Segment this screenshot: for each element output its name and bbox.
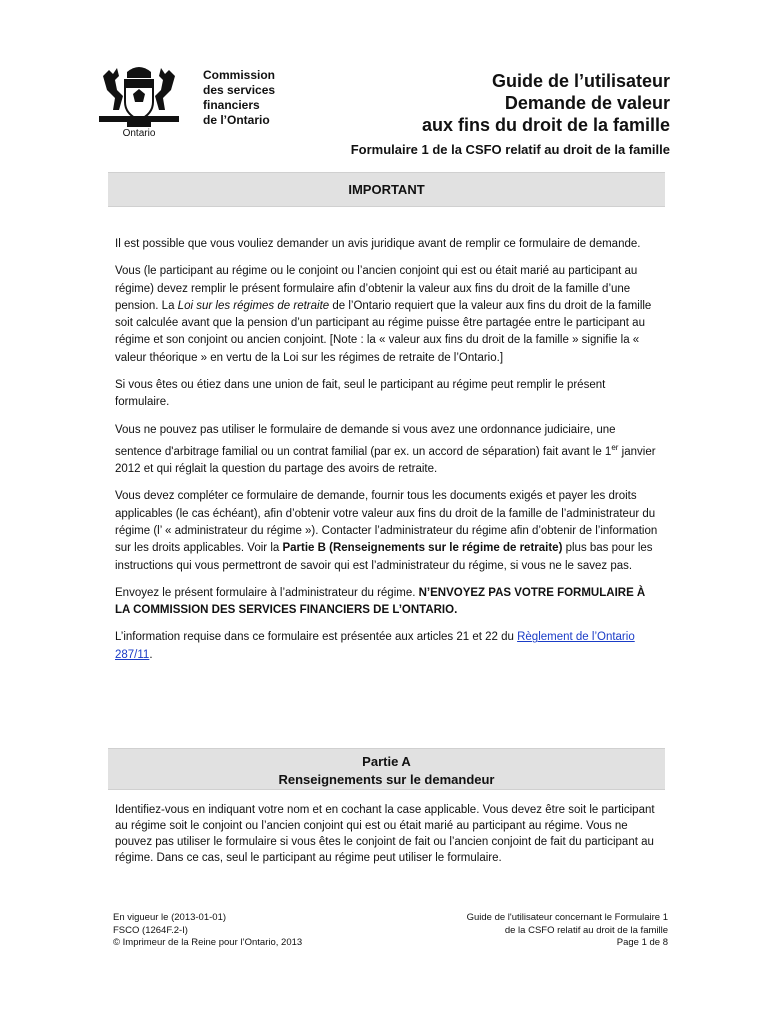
commission-line: des services: [203, 83, 276, 97]
paragraph: [115, 629, 660, 664]
footer-left: [113, 912, 302, 950]
paragraph-text: .: [149, 648, 153, 661]
commission-line: Commission: [203, 68, 276, 82]
paragraph-text: Il est possible que vous vouliez demander un avis juridique avant de remplir ce formulaire de demande.: [115, 238, 641, 250]
paragraph-text: Vous (le participant au régime ou le conjoint ou l’ancien conjoint qui est ou était marié au participant au régime) devez remplir le présent formulaire afin d’obtenir la valeur aux fins du droit de la famille d’une pension. La: [115, 265, 638, 312]
paragraph: [115, 377, 660, 412]
regulation-link[interactable]: Règlement de l’Ontario 287/11: [115, 631, 635, 661]
paragraph: [115, 488, 660, 574]
footer-line: FSCO (1264F.2-I): [113, 924, 188, 936]
footer-line: Guide de l'utilisateur concernant le Formulaire 1: [466, 912, 668, 923]
important-heading: IMPORTANT: [348, 182, 425, 197]
paragraph-text: L’information requise dans ce formulaire est présentée aux articles 21 et 22 du: [115, 631, 518, 644]
title-line: Demande de valeur: [504, 93, 670, 113]
paragraph-text: janvier 2012 et qui réglait la question du partage des avoirs de retraite.: [115, 445, 656, 476]
paragraph: [115, 422, 660, 479]
page-number: Page 1 de 8: [616, 937, 668, 948]
paragraph: [115, 585, 660, 620]
part-a-heading-bar: [108, 748, 665, 790]
important-heading-bar: [108, 172, 665, 207]
paragraph-text: de l’Ontario requiert que la valeur aux fins du droit de la famille soit calculée avant que la pension d’un participant au régime puisse être partagée entre le participant au régime et son conjoint ou ancien conjoint. [Note : la « valeur aux fins du droit de la famille » signifie la « valeur théorique » en vertu de la Loi sur les régimes de retraite de l’Ontario.]: [115, 299, 652, 364]
paragraph: [115, 263, 660, 367]
footer-line: de la CSFO relatif au droit de la famille: [504, 924, 668, 936]
title-line: aux fins du droit de la famille: [421, 115, 670, 135]
paragraph-text: Si vous êtes ou étiez dans une union de fait, seul le participant au régime peut remplir le présent formulaire.: [115, 379, 606, 409]
paragraph-text: plus bas pour les instructions qui vous permettront de savoir qui est l’administrateur du régime, si vous ne le savez pas.: [115, 542, 653, 572]
logo-label: Ontario: [122, 128, 156, 139]
part-a-body: Identifiez-vous en indiquant votre nom et en cochant la case applicable. Vous devez être soit le participant au régime soit le conjoint ou l’ancien conjoint qui est ou était marié au participant au régime. Vous ne pouvez pas utiliser le formulaire si vous êtes le conjoint de fait ou l’ancien conjoint de fait du participant au régime. Dans ce cas, seul le participant au régime peut utiliser le formulaire.: [115, 804, 655, 864]
footer-line: © Imprimeur de la Reine pour l’Ontario, 2013: [113, 937, 303, 948]
document-subtitle: Formulaire 1 de la CSFO relatif au droit de la famille: [350, 142, 670, 157]
commission-line: de l’Ontario: [203, 113, 270, 127]
superscript: er: [611, 442, 619, 452]
paragraph-text: Vous ne pouvez pas utiliser le formulaire de demande si vous avez une ordonnance judiciaire, une sentence d'arbitrage familial ou un contrat familial (par ex. un accord de séparation) fait avant le 1: [115, 423, 616, 458]
important-body: [115, 236, 660, 674]
part-a-subheading: Renseignements sur le demandeur: [278, 772, 495, 787]
part-a-heading: Partie A: [362, 754, 411, 769]
paragraph-text: Vous devez compléter ce formulaire de demande, fournir tous les documents exigés et payer les droits applicables (le cas échéant), afin d’obtenir votre valeur aux fins du droit de la famille de l’administrateur du régime (l’ « administrateur du régime »). Contacter l’administrateur du régime afin d’obtenir de l’information sur les droits applicables. Voir la: [115, 490, 658, 555]
paragraph-text: Envoyez le présent formulaire à l’administrateur du régime.: [115, 586, 419, 599]
commission-name: [203, 68, 275, 128]
document-title-block: [351, 70, 670, 157]
commission-line: financiers: [203, 98, 260, 112]
footer-line: En vigueur le (2013-01-01): [113, 912, 227, 923]
part-b-reference: Partie B (Renseignements sur le régime de retraite): [282, 542, 563, 555]
warning-text: N’ENVOYEZ PAS VOTRE FORMULAIRE À LA COMMISSION DES SERVICES FINANCIERS DE L’ONTARIO.: [115, 586, 646, 617]
act-title: Loi sur les régimes de retraite: [177, 299, 330, 312]
title-line: Guide de l’utilisateur: [491, 71, 670, 91]
footer-right: [467, 912, 668, 950]
paragraph: [115, 236, 660, 253]
